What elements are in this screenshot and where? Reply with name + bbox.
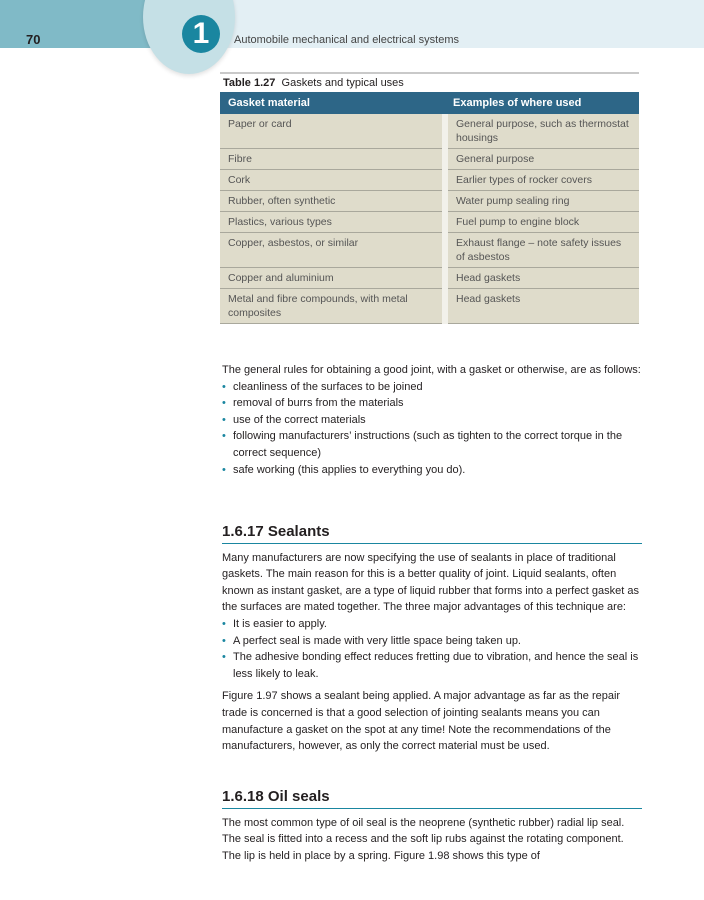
- paragraph: The most common type of oil seal is the neoprene (synthetic rubber) radial lip seal. The seal is fitted into a recess and the soft lip rubs against the rotating component. The lip is held in place by a spring. Figure 1.98 shows this type of: [222, 816, 625, 862]
- oil-seals-section: [222, 789, 642, 864]
- table-cell: Cork: [220, 170, 445, 191]
- list-item: • use of the correct materials: [222, 412, 642, 429]
- table-cell: Fibre: [220, 149, 445, 170]
- chapter-badge: 1: [182, 15, 220, 53]
- table-cell: General purpose: [445, 149, 639, 170]
- table-cell: Fuel pump to engine block: [445, 212, 639, 233]
- table-row: [220, 170, 639, 191]
- paragraph: The general rules for obtaining a good joint, with a gasket or otherwise, are as follows:: [222, 364, 641, 376]
- table-cell: Exhaust flange – note safety issues of asbestos: [445, 233, 639, 268]
- section-heading: 1.6.18 Oil seals: [222, 789, 642, 809]
- section-heading: 1.6.17 Sealants: [222, 524, 642, 544]
- sealants-section: [222, 524, 642, 755]
- list-item: • The adhesive bonding effect reduces fretting due to vibration, and hence the seal is less likely to leak.: [222, 649, 642, 682]
- table-header: Gasket material: [220, 92, 445, 114]
- table-cell: Water pump sealing ring: [445, 191, 639, 212]
- table-cell: Head gaskets: [445, 268, 639, 289]
- rules-section: [222, 362, 642, 478]
- table-cell: Plastics, various types: [220, 212, 445, 233]
- list-item: • A perfect seal is made with very little space being taken up.: [222, 633, 642, 650]
- list-item: • cleanliness of the surfaces to be joined: [222, 379, 642, 396]
- running-title: Automobile mechanical and electrical systems: [234, 34, 459, 46]
- list-item: • following manufacturers’ instructions (such as tighten to the correct torque in the correct sequence): [222, 428, 642, 461]
- list-item: • removal of burrs from the materials: [222, 395, 642, 412]
- table-header: Examples of where used: [445, 92, 639, 114]
- table-caption: Table 1.27 Gaskets and typical uses: [223, 77, 404, 89]
- gaskets-table: [220, 72, 639, 324]
- table-cell: Metal and fibre compounds, with metal composites: [220, 289, 445, 324]
- table-row: [220, 149, 639, 170]
- table-cell: General purpose, such as thermostat housings: [445, 114, 639, 149]
- list-item: • It is easier to apply.: [222, 616, 642, 633]
- paragraph: Many manufacturers are now specifying the use of sealants in place of traditional gaskets. The main reason for this is a better quality of joint. Liquid sealants, often known as instant gasket, are a type of liquid rubber that forms into a perfect gasket as the surfaces are mated together. The three major advantages of this technique are:: [222, 551, 640, 614]
- table-row: [220, 289, 639, 324]
- table-row: [220, 191, 639, 212]
- table-cell: Rubber, often synthetic: [220, 191, 445, 212]
- table-cell: Copper and aluminium: [220, 268, 445, 289]
- table-cell: Earlier types of rocker covers: [445, 170, 639, 191]
- table-cell: Head gaskets: [445, 289, 639, 324]
- list-item: • safe working (this applies to everything you do).: [222, 462, 642, 479]
- page-number: 70: [26, 32, 41, 47]
- table-row: [220, 114, 639, 149]
- table-row: [220, 268, 639, 289]
- table-row: [220, 212, 639, 233]
- paragraph: Figure 1.97 shows a sealant being applied. A major advantage as far as the repair trade is concerned is that a good selection of jointing sealants means you can manufacture a gasket on the spot at any time! Note the recommendations of the manufacturers, however, as only the correct material must be used.: [222, 690, 621, 753]
- table-cell: Copper, asbestos, or similar: [220, 233, 445, 268]
- table-cell: Paper or card: [220, 114, 445, 149]
- table-row: [220, 233, 639, 268]
